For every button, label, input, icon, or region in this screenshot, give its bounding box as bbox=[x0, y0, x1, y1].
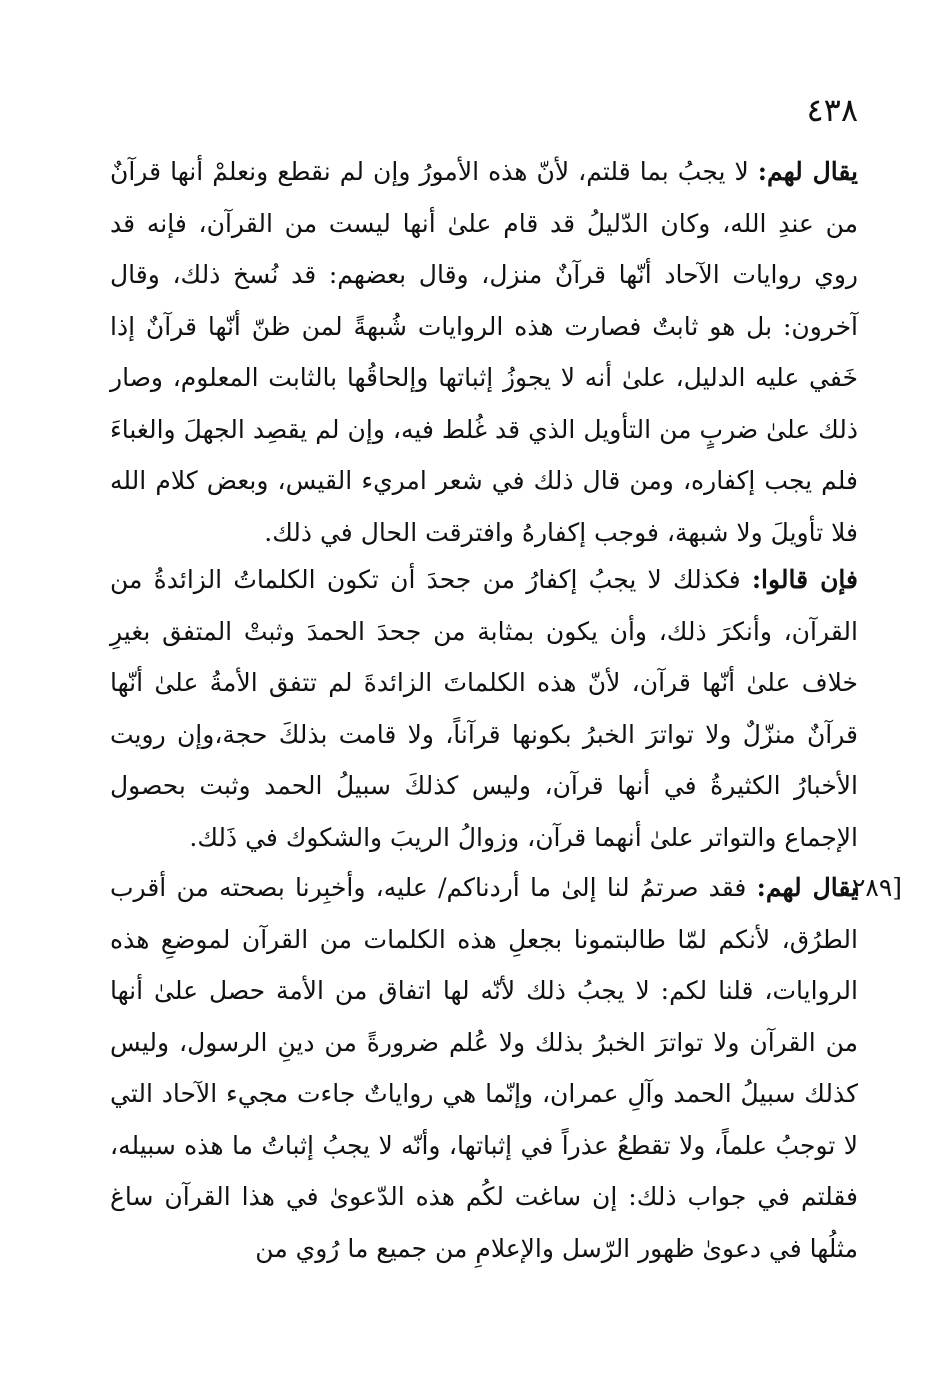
paragraph-2 bbox=[110, 554, 858, 863]
paragraph-1-text: لا يجبُ بما قلتم، لأنّ هذه الأمورُ وإن لم نقطع ونعلمْ أنها قرآنٌ من عندِ الله، وكان الدّليلُ قد قام علىٰ أنها ليست من القرآن، فإنه قد روي روايات الآحاد أنّها قرآنٌ منزل، وقال بعضهم: قد نُسخ ذلك، وقال آخرون: بل هو ثابتٌ فصارت هذه الروايات شُبهةً لمن ظنّ أنّها قرآنٌ إذا خَفي عليه الدليل، علىٰ أنه لا يجوزُ إثباتها وإلحاقُها بالثابت المعلوم، وصار ذلك علىٰ ضربٍ من التأويل الذي قد غُلط فيه، وإن لم يقصِد الجهلَ والغباءَ فلم يجب إكفاره، ومن قال ذلك في شعر امريء القيس، وبعض كلام الله فلا تأويلَ ولا شبهة، فوجب إكفارهُ وافترقت الحال في ذلك. bbox=[110, 157, 858, 547]
paragraph-1 bbox=[110, 146, 858, 558]
paragraph-1-lead: يقال لهم: bbox=[757, 157, 858, 186]
page-number: ٤٣٨ bbox=[806, 91, 858, 129]
paragraph-3 bbox=[110, 862, 858, 1274]
paragraph-2-text: فكذلك لا يجبُ إكفارُ من جحدَ أن تكون الكلماتُ الزائدةُ من القرآن، وأنكرَ ذلك، وأن يكون بمثابة من جحدَ الحمدَ وثبتْ المتفق بغيرِ خلاف علىٰ أنّها قرآن، لأنّ هذه الكلماتَ الزائدةَ لم تتفق الأمةُ علىٰ أنّها قرآنٌ منزّلٌ ولا تواترَ الخبرُ بكونها قرآناً، ولا قامت بذلكَ حجة،وإن رويت الأخبارُ الكثيرةُ في أنها قرآن، وليس كذلكَ سبيلُ الحمد وثبت بحصول الإجماع والتواتر علىٰ أنهما قرآن، وزوالُ الريبَ والشكوك في ذَلك. bbox=[110, 565, 858, 852]
paragraph-2-lead: فإن قالوا: bbox=[751, 565, 859, 594]
paragraph-3-lead: يقال لهم: bbox=[756, 873, 858, 902]
paragraph-3-text: فقد صرتمُ لنا إلىٰ ما أردناكم/ عليه، وأخبِرنا بصحته من أقرب الطرُق، لأنكم لمّا طالبتمونا بجعلِ هذه الكلمات من القرآن لموضعِ هذه الروايات، قلنا لكم: لا يجبُ ذلك لأنّه لها اتفاق من الأمة حصل علىٰ أنها من القرآن ولا تواترَ الخبرُ بذلك ولا عُلم ضرورةً من دينِ الرسول، وليس كذلك سبيلُ الحمد وآلِ عمران، وإنّما هي رواياتٌ جاءت مجيء الآحاد التي لا توجبُ علماً، ولا تقطعُ عذراً في إثباتها، وأنّه لا يجبُ إثباتُ ما هذه سبيله، فقلتم في جواب ذلك: إن ساغت لكُم هذه الدّعوىٰ في هذا القرآن ساغ مثلُها في دعوىٰ ظهور الرّسل والإعلامِ من جميع ما رُوي من bbox=[110, 873, 858, 1263]
margin-reference: [٢٨٩ bbox=[852, 873, 903, 902]
